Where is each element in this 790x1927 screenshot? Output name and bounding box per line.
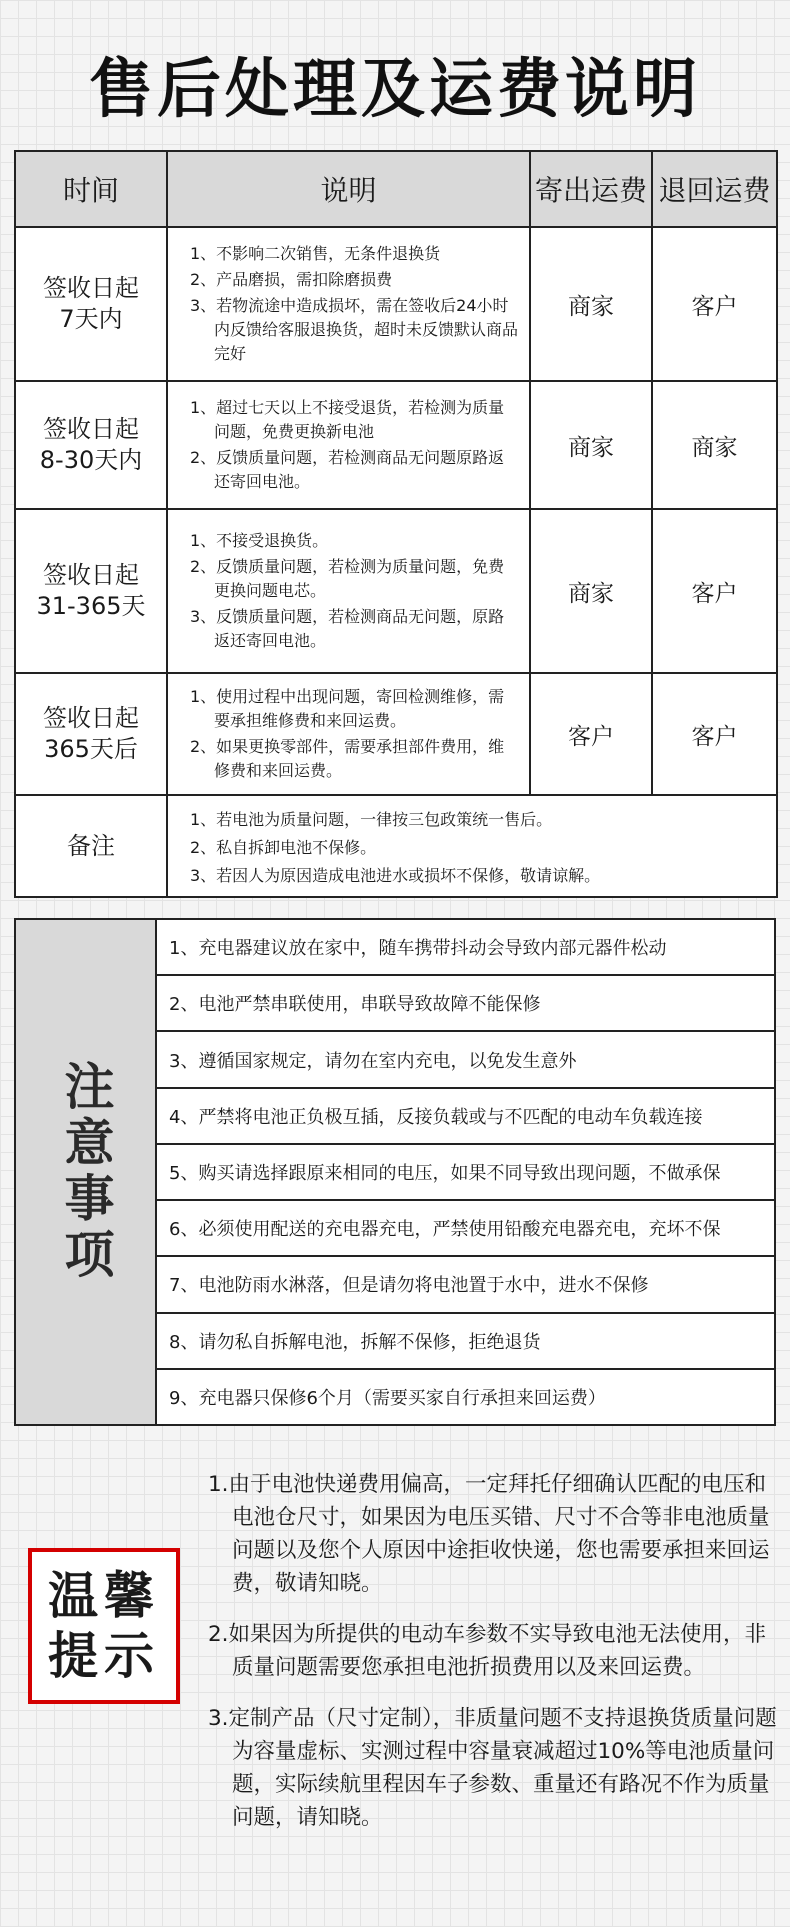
return-fee-cell: 商家 (652, 381, 777, 509)
tips-label-line: 温馨 (48, 1567, 160, 1625)
list-item: 9、充电器只保修6个月（需要买家自行承担来回运费） (169, 1387, 606, 1409)
table-header-row (15, 151, 777, 227)
note-label: 备注 (15, 795, 167, 897)
note-cell (167, 795, 777, 897)
table-row (15, 509, 777, 673)
return-fee-cell: 客户 (652, 673, 777, 795)
list-item: 3、若因人为原因造成电池进水或损坏不保修，敬请谅解。 (190, 866, 601, 885)
list-item: 1、不接受退换货。 (190, 531, 329, 550)
list-item: 7、电池防雨水淋落，但是请勿将电池置于水中，进水不保修 (157, 1257, 774, 1313)
list-item: 2、如果更换零部件，需要承担部件费用，维修费和来回运费。 (190, 737, 505, 780)
header-description: 说明 (167, 151, 530, 227)
send-fee-cell: 商家 (530, 227, 652, 381)
send-fee-cell: 商家 (530, 381, 652, 509)
table-row (15, 381, 777, 509)
tip-item: 3.定制产品（尺寸定制），非质量问题不支持退换货质量问题为容量虚标、实测过程中容量衰减超过10%等电池质量问题，实际续航里程因车子参数、重量还有路况不作为质量问题，请知晓。 (208, 1706, 777, 1830)
list-item: 3、反馈质量问题，若检测商品无问题，原路返还寄回电池。 (190, 607, 505, 650)
header-send-fee: 寄出运费 (530, 151, 652, 227)
list-item: 2、产品磨损，需扣除磨损费 (190, 270, 393, 289)
tips-list (208, 1468, 786, 1852)
list-item: 1、充电器建议放在家中，随车携带抖动会导致内部元器件松动 (157, 920, 774, 976)
list-item: 1、不影响二次销售，无条件退换货 (190, 244, 441, 263)
time-cell: 签收日起 7天内 (15, 227, 167, 381)
send-fee-cell: 客户 (530, 673, 652, 795)
time-cell: 签收日起 8-30天内 (15, 381, 167, 509)
note-row (15, 795, 777, 897)
list-item: 2、电池严禁串联使用，串联导致故障不能保修 (157, 976, 774, 1032)
tips-label-box (28, 1548, 180, 1704)
table-row (15, 673, 777, 795)
list-item: 5、购买请选择跟原来相同的电压，如果不同导致出现问题，不做承保 (157, 1145, 774, 1201)
page-title: 售后处理及运费说明 (89, 53, 701, 127)
list-item: 2、私自拆卸电池不保修。 (190, 838, 377, 857)
tip-item: 1.由于电池快递费用偏高，一定拜托仔细确认匹配的电压和电池仓尺寸，如果因为电压买错、尺寸不合等非电池质量问题以及您个人原因中途拒收快递，您也需要承担来回运费，敬请知晓。 (208, 1472, 770, 1596)
precautions-table (14, 918, 776, 1426)
precautions-list (157, 920, 774, 1424)
time-cell: 签收日起 365天后 (15, 673, 167, 795)
header-time: 时间 (15, 151, 167, 227)
time-cell: 签收日起 31-365天 (15, 509, 167, 673)
return-fee-cell: 客户 (652, 227, 777, 381)
description-cell (167, 509, 530, 673)
list-item: 1、使用过程中出现问题，寄回检测维修，需要承担维修费和来回运费。 (190, 687, 505, 730)
precautions-label-cell (16, 920, 157, 1424)
list-item: 2、反馈质量问题，若检测商品无问题原路返还寄回电池。 (190, 448, 505, 491)
table-row (15, 227, 777, 381)
description-cell (167, 227, 530, 381)
send-fee-cell: 商家 (530, 509, 652, 673)
list-item: 4、严禁将电池正负极互插，反接负载或与不匹配的电动车负载连接 (157, 1089, 774, 1145)
list-item: 8、请勿私自拆解电池，拆解不保修，拒绝退货 (157, 1314, 774, 1370)
description-cell (167, 673, 530, 795)
list-item: 3、若物流途中造成损坏，需在签收后24小时内反馈给客服退换货，超时未反馈默认商品完好 (190, 296, 519, 363)
list-item: 6、必须使用配送的充电器充电，严禁使用铅酸充电器充电，充坏不保 (157, 1201, 774, 1257)
after-sales-table (14, 150, 778, 898)
return-fee-cell: 客户 (652, 509, 777, 673)
list-item: 1、若电池为质量问题，一律按三包政策统一售后。 (190, 810, 553, 829)
tips-label-line: 提示 (48, 1627, 160, 1685)
list-item: 2、反馈质量问题，若检测为质量问题，免费更换问题电芯。 (190, 557, 505, 600)
list-item: 3、遵循国家规定，请勿在室内充电，以免发生意外 (157, 1032, 774, 1088)
precautions-label: 注意事项 (56, 1060, 115, 1284)
description-cell (167, 381, 530, 509)
tip-item: 2.如果因为所提供的电动车参数不实导致电池无法使用，非质量问题需要您承担电池折损费用以及来回运费。 (208, 1622, 767, 1680)
list-item: 1、超过七天以上不接受退货，若检测为质量问题，免费更换新电池 (190, 398, 505, 441)
header-return-fee: 退回运费 (652, 151, 777, 227)
